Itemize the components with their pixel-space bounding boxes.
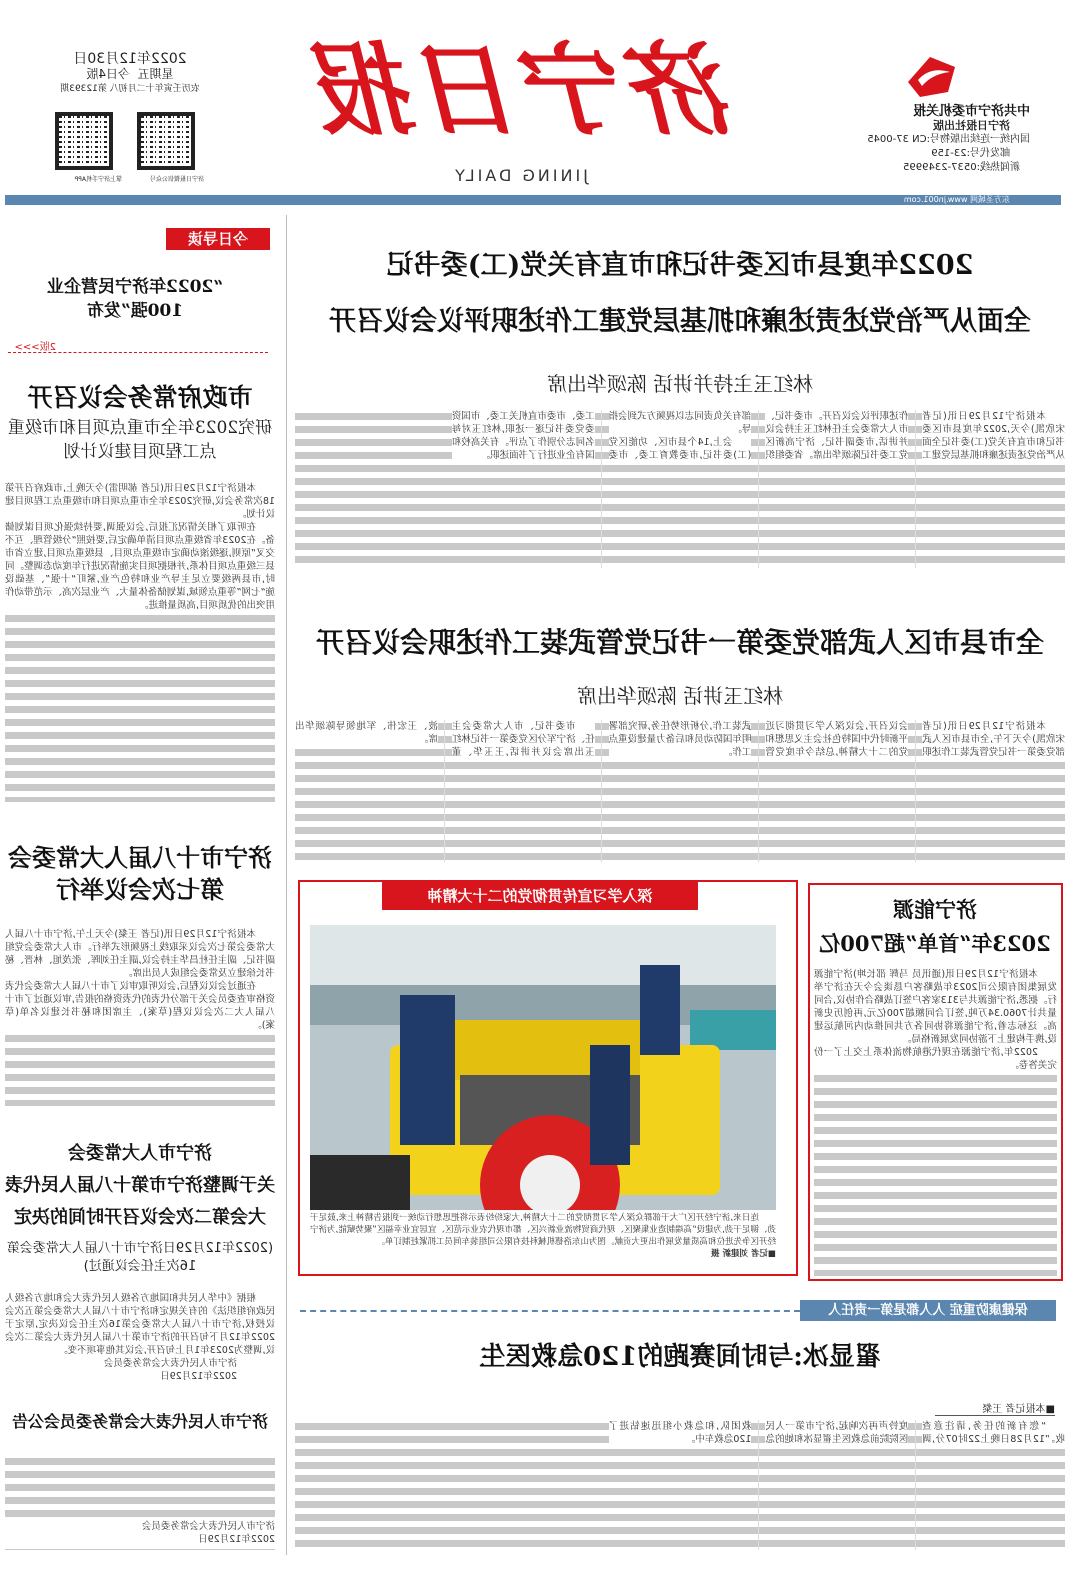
npc-announcement-body: 济宁市人民代表大会常务委员会 2022年12月29日 [5, 1455, 275, 1550]
masthead-english: JINING DAILY [452, 166, 588, 185]
column-divider [286, 215, 287, 1555]
header-bar [5, 195, 1061, 205]
factory-workers-photo [310, 925, 776, 1210]
health-byline: ■本报记者 王粲 [935, 1400, 1055, 1416]
energy-headline: 济宁能源 2023年“首单”超700亿 [819, 897, 1051, 956]
page-count: 今日4版 [86, 67, 130, 81]
guide-headline[interactable]: “2022年济宁民营企业100强”发布 [46, 277, 224, 321]
second-headline: 全市县市区人武部党委第一书记党管武装工作述职会议召开 [316, 626, 1045, 659]
npc-decision-body: 根据《中华人民共和国地方各级人民代表大会和地方各级人民政府组织法》的有关规定和济宁市十八届人大常委会第五次会议授权,济宁市十八届人大常委会第16次主任会议决定,原定于2022年12月下旬召开的济宁市第十八届人民代表大会第二次会议,调整为2023年1月上旬召开,会议其他事项不变。 济宁市人民代表大会常务委员会 2022年12月29日 [5, 1293, 275, 1382]
postal-code: 邮发代号:23-159 [931, 148, 1010, 159]
energy-body: 本报济宁12月29日讯(通讯员 马辉 邵长坤)济宁能源发展集团有限公司2023年战略客户恳谈会今天在济宁举行。据悉,济宁能源共与313家客户签订战略合作协议,合同量共计7060.34万吨,签订合同额超700亿元,再创历史新高。这标志着,济宁能源将协同各方共同推动内河航运建设,携手构建上下游协同发展新格局。 2022年,济宁能源在现代港航物流体系上交上了一份完美答卷。 [814, 968, 1057, 1276]
publisher-name: 中共济宁市委机关报 [912, 104, 1030, 119]
health-body: “您有新的任务,请注意查收。”12月28日晚上22时07分,调度铃声再次响起,济宁市第一人民医院院前急救医生翟显冰和她的急救团队,和急救小组迅速钻进了120急救车中。 [295, 1420, 1065, 1550]
npc-decision-headline: 济宁市人大常委会 关于调整济宁市第十八届人民代表大会第二次会议召开时间的决定 [5, 1143, 275, 1228]
weekday: 星期五 [137, 67, 174, 81]
gov-meeting-headline: 市政府常务会议召开 [27, 383, 253, 412]
lead-subtitle: 林红玉主持并讲话 陈颂华出席 [546, 372, 814, 396]
newspaper-emblem-icon [900, 52, 960, 102]
photo-credit: ■记者 刘建新 摄 [711, 1249, 776, 1259]
website-link[interactable]: 东方圣城网 www.jn001.com [903, 195, 1010, 204]
second-body: 本报济宁12月29日讯(记者 宋欣凯)今天下午,全市县市区人武部党委第一书记党管武装工作述职会议召开,会议深入学习贯彻习近平新时代中国特色社会主义思想和党的二十大精神,总结今年度党管武装工作,分析形势任务,研究部署明年国防动员和后备力量建设重点工作。 市委书记、市人大常委会主任、济宁军分区党委第一书记林红玉出席会议并讲话,王玉华、董波、王宏伟、军地领导陈颂华出席。 [295, 720, 1065, 862]
health-headline: 翟显冰:与时间赛跑的120急救医生 [479, 1342, 881, 1372]
health-banner: 保健康防重症 人人都是第一责任人 [800, 1300, 1056, 1321]
publisher-org: 济宁日报社出版 [933, 119, 1010, 132]
news-hotline: 新闻热线:0537-2349995 [903, 162, 1020, 173]
date-block [30, 52, 230, 97]
npc-session-body: 本报济宁12月29日讯(记者 王粲)今天上午,济宁市十八届人大常委会第七次会议采取线上视频形式举行。市人大常委会党组副书记、副主任杜昌华主持会议,副主任刘晖、张茂旭、林晋、秘书长徐建立及常委会组成人员出席。 在通过会议议程后,会议听取审议了市十八届人大常委会代表资格审查委员会关于部分代表的代表资格的报告,审议通过了市十八届人大二次会议议程(草案)、主席团和秘书长建议名单(草案)。 [5, 928, 275, 1106]
masthead-logo: 济宁日报 [313, 31, 737, 149]
guide-page-link[interactable]: 2版>>> [14, 342, 56, 353]
qr-label-app: 掌上济宁手机APP [74, 176, 122, 183]
today-guide-tag: 今日导读 [166, 228, 270, 250]
qr-label-wechat: 济宁日报微信公众号 [149, 176, 204, 183]
lunar-date: 农历壬寅年十二月初八 [109, 84, 200, 94]
cn-number: 国内统一连续出版物号:CN 37-0045 [867, 134, 1030, 145]
issue-number: 第12393期 [60, 84, 107, 94]
npc-decision-note: (2022年12月29日济宁市十八届人大常委会第16次主任会议通过) [6, 1241, 274, 1274]
lead-body: 本报济宁12月29日讯(记者 宋欣凯)今天,2022年度县市区委书记和市直有关党(工)委书记全面从严治党述责述廉和抓基层党建工作述职评议会议召开。市委书记、市人大常委会主任林红玉主持会议并讲话,市委副书记、济宁高新区党工委书记陈颂华出席。省委组织部有关负责同志以视频方式到会指导。 会上,14个县市区、功能区党(工)委书记,市委教育工委、市委工委、市委市直机关工委、市国资委党委书记逐一述职,林红玉对每名同志分别作了点评。有关高校和国有企业进行了书面述职。 [295, 410, 1065, 568]
publisher-info [830, 105, 1030, 175]
gov-meeting-body: 本报济宁12月29日讯(记者 郝明雷)今天晚上,市政府召开第18次常务会议,研究2023年全市重点项目和市级重点工程项目建议计划。 在听取了相关情况汇报后,会议强调,要持续强化项目谋划储备。在2023年省级重点项目清单确定后,要按照“分级管理、互不交叉”原则,逐级滚动确定市级重点项目、县级重点项目,建立省市县三级重点项目体系,并根据项目实施情况进行年度动态调整。同时,市县两级要立足主导产业和特色产业,紧盯“十强”、基础设施“七网”等重点领域,谋划储备体量大、产业层次高、示范带动作用突出的优质项目,高质量推进。 [5, 482, 275, 802]
date: 2022年12月30日 [73, 51, 187, 67]
lead-headline: 2022年度县市区委书记和市直有关党(工)委书记 全面从严治党述责述廉和抓基层党建工作述职评议会议召开 [329, 250, 1031, 337]
photo-caption: 连日来,济宁经开区广大干部群众深入学习贯彻党的二十大精神,大家纷纷表示将把思想行动统一到报告精神上来,鼓足干劲、铆足干劲,为建设“高端制造业集聚区、现代商贸物流业新兴区、都市现代农业示范区、宜居宜业幸福区”聚势赋能,为济宁经开区争先进位和高质量发展作出更大贡献。图为山东洛德机械科技有限公司组装车间员工抓紧赶制订单。 ■记者 刘建新 摄 [310, 1213, 776, 1259]
gov-meeting-subtitle: 研究2023年全市重点项目和市级重点工程项目建议计划 [7, 418, 273, 462]
qr-code-wechat[interactable] [137, 112, 195, 170]
qr-code-app[interactable] [55, 112, 113, 170]
npc-announcement-headline: 济宁市人民代表大会常务委员会公告 [12, 1412, 269, 1431]
second-subtitle: 林红玉讲话 陈颂华出席 [576, 684, 784, 708]
npc-session-headline: 济宁市十八届人大常委会第七次会议举行 [8, 843, 272, 904]
photo-banner: 深入学习宣传贯彻党的二十大精神 [382, 882, 698, 910]
health-divider [300, 1310, 800, 1312]
